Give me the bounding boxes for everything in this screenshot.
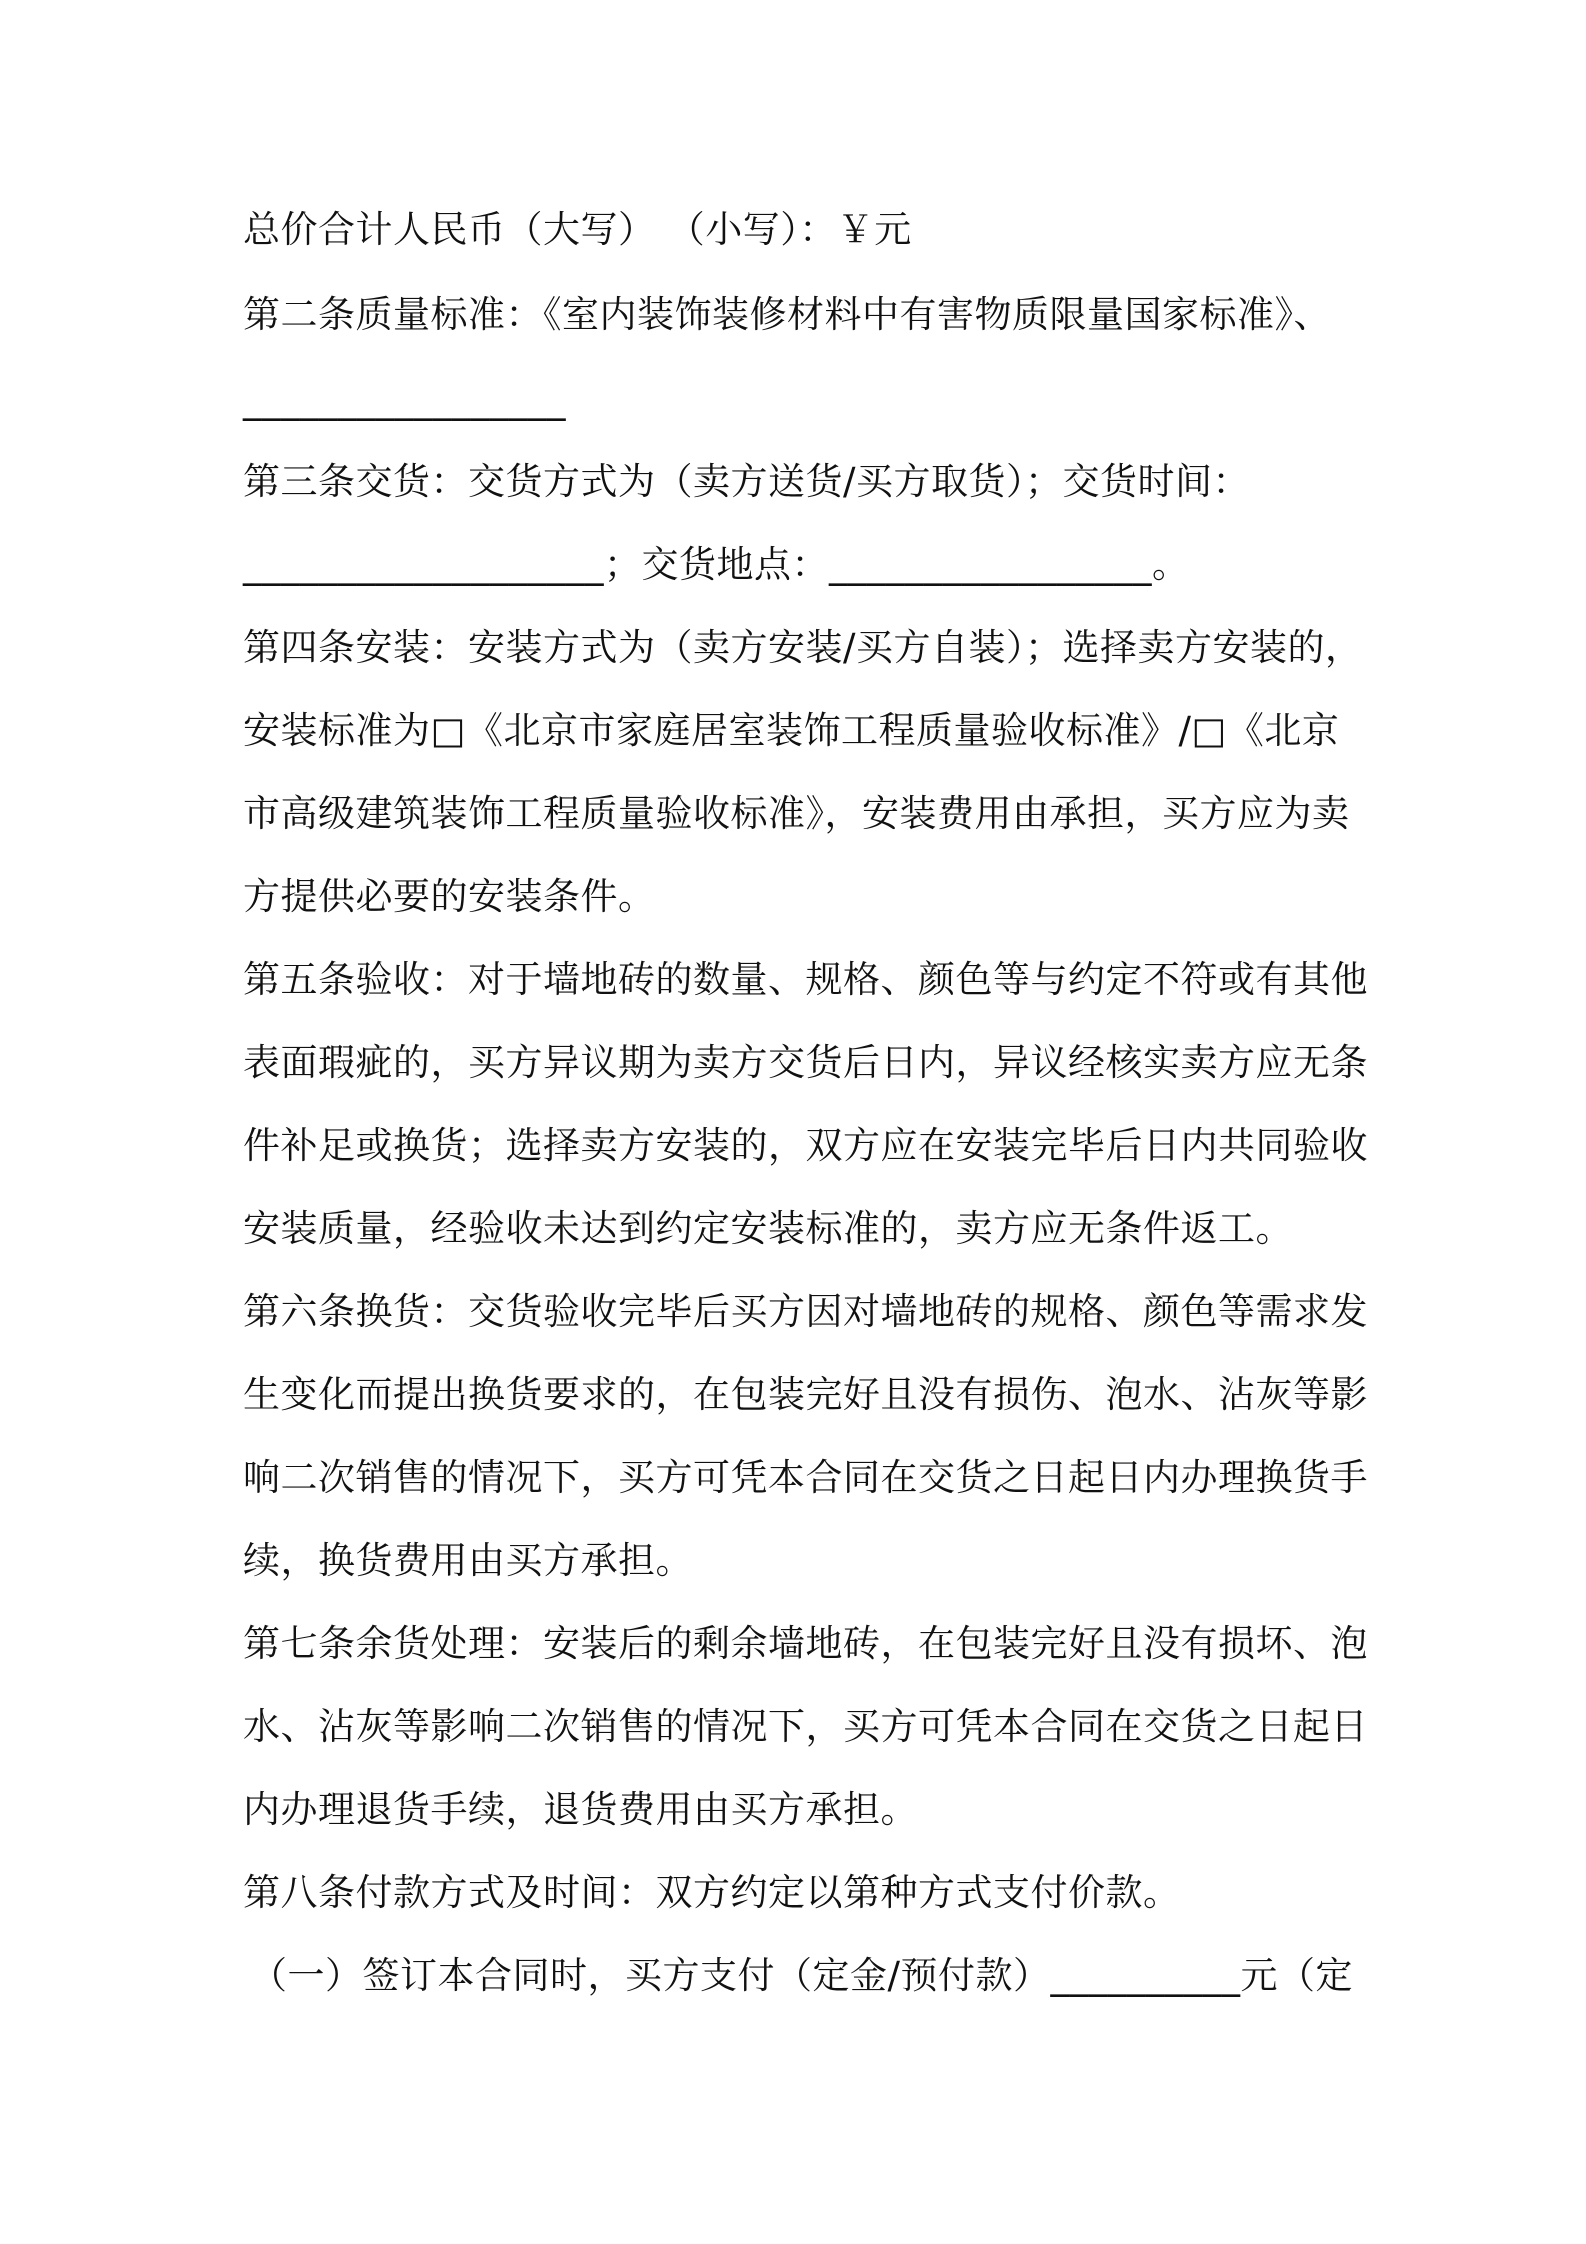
article-6-line-2: 生变化而提出换货要求的，在包装完好且没有损伤、泡水、沾灰等影: [243, 1373, 1368, 1416]
article-4-installation: 第四条安装：安装方式为（卖方安装/买方自装）；选择卖方安装的，: [243, 626, 1363, 669]
article-6-exchange: 第六条换货：交货验收完毕后买方因对墙地砖的规格、颜色等需求发: [243, 1290, 1368, 1333]
article-4-line-4: 方提供必要的安装条件。: [243, 875, 656, 918]
article-2-quality-standard: 第二条质量标准：《室内装饰装修材料中有害物质限量国家标准》、: [243, 293, 1331, 336]
article-5-line-3: 件补足或换货；选择卖方安装的，双方应在安装完毕后日内共同验收: [243, 1124, 1368, 1167]
article-3-delivery-time-place: ___________________；交货地点：_________________。: [243, 543, 1190, 586]
article-8-item-1: （一）签订本合同时，买方支付（定金/预付款）__________元（定: [250, 1954, 1353, 1997]
article-2-blank-line: _________________: [243, 378, 566, 421]
article-5-line-4: 安装质量，经验收未达到约定安装标准的，卖方应无条件返工。: [243, 1207, 1293, 1250]
article-6-line-3: 响二次销售的情况下，买方可凭本合同在交货之日起日内办理换货手: [243, 1456, 1368, 1499]
article-4-line-2: 安装标准为□《北京市家庭居室装饰工程质量验收标准》/□《北京: [243, 709, 1340, 752]
article-6-line-4: 续，换货费用由买方承担。: [243, 1539, 693, 1582]
article-8-payment: 第八条付款方式及时间：双方约定以第种方式支付价款。: [243, 1871, 1181, 1914]
article-5-acceptance: 第五条验收：对于墙地砖的数量、规格、颜色等与约定不符或有其他: [243, 958, 1368, 1001]
article-3-delivery: 第三条交货：交货方式为（卖方送货/买方取货）；交货时间：: [243, 460, 1250, 503]
article-4-line-3: 市高级建筑装饰工程质量验收标准》，安装费用由承担，买方应为卖: [243, 792, 1350, 835]
article-7-surplus-goods: 第七条余货处理：安装后的剩余墙地砖，在包装完好且没有损坏、泡: [243, 1622, 1368, 1665]
article-7-line-2: 水、沾灰等影响二次销售的情况下，买方可凭本合同在交货之日起日: [243, 1705, 1368, 1748]
total-price-line: 总价合计人民币（大写） （小写）：￥元: [243, 208, 912, 251]
article-7-line-3: 内办理退货手续，退货费用由买方承担。: [243, 1788, 918, 1831]
article-5-line-2: 表面瑕疵的，买方异议期为卖方交货后日内，异议经核实卖方应无条: [243, 1041, 1368, 1084]
